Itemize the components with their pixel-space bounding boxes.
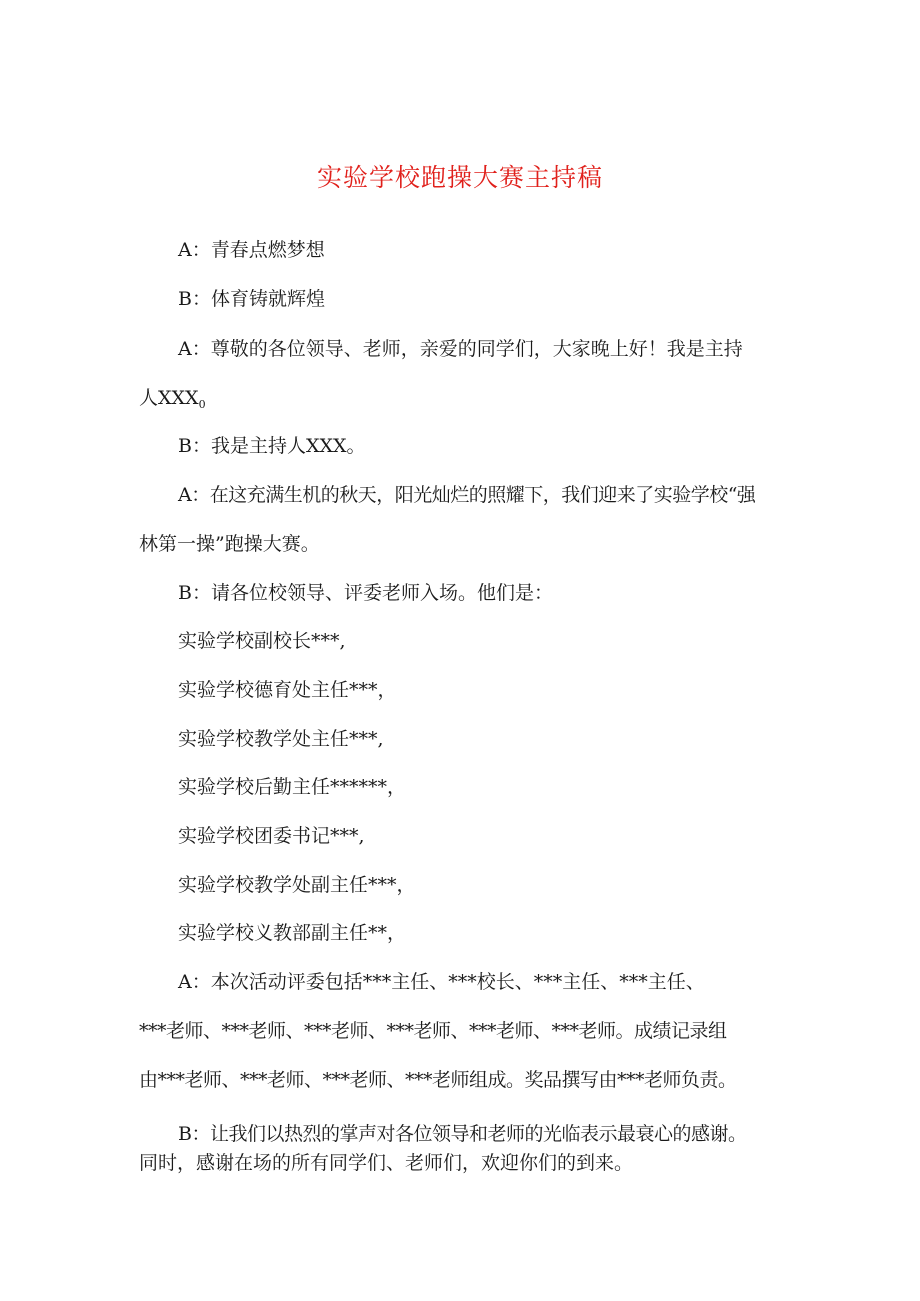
line-a-youth: A：青春点燃梦想 xyxy=(178,239,325,261)
list-item-teaching-director: 实验学校教学处主任***, xyxy=(178,728,384,750)
list-item-vice-principal: 实验学校副校长***, xyxy=(178,630,346,652)
document-title: 实验学校跑操大赛主持稿 xyxy=(316,163,603,192)
list-item-compulsory-vice-director: 实验学校义教部副主任**， xyxy=(178,922,407,944)
list-item-league-secretary: 实验学校团委书记***, xyxy=(178,825,365,847)
line-b-thanks-cont: 同时，感谢在场的所有同学们、老师们，欢迎你们的到来。 xyxy=(139,1152,634,1174)
line-b-sports: B：体育铸就辉煌 xyxy=(178,288,325,310)
list-item-teaching-vice-director: 实验学校教学处副主任***， xyxy=(178,874,416,896)
list-item-moral-director: 实验学校德育处主任***， xyxy=(178,679,397,701)
line-b-invite: B：请各位校领导、评委老师入场。他们是： xyxy=(178,582,553,604)
subscript-zero: 0 xyxy=(198,398,206,411)
line-a-judges-cont1: ***老师、***老师、***老师、***老师、***老师、***老师。成绩记录组 xyxy=(139,1020,727,1042)
line-a-greeting: A：尊敬的各位领导、老师，亲爱的同学们，大家晚上好！我是主持 xyxy=(178,338,743,360)
host-name-text: 人XXX xyxy=(139,387,199,409)
line-b-host: B：我是主持人XXX。 xyxy=(178,435,366,457)
list-item-logistics-director: 实验学校后勤主任******， xyxy=(178,776,407,798)
line-a-greeting-cont xyxy=(139,386,206,417)
line-a-judges-cont2: 由***老师、***老师、***老师、***老师组成。奖品撰写由***老师负责。 xyxy=(139,1069,737,1091)
line-a-judges: A：本次活动评委包括***主任、***校长、***主任、***主任、 xyxy=(178,971,705,993)
line-a-autumn-cont: 林第一操”跑操大赛。 xyxy=(139,533,320,555)
line-a-autumn: A：在这充满生机的秋天，阳光灿烂的照耀下，我们迎来了实验学校“强 xyxy=(178,484,756,506)
line-b-thanks: B：让我们以热烈的掌声对各位领导和老师的光临表示最衰心的感谢。 xyxy=(178,1123,747,1145)
